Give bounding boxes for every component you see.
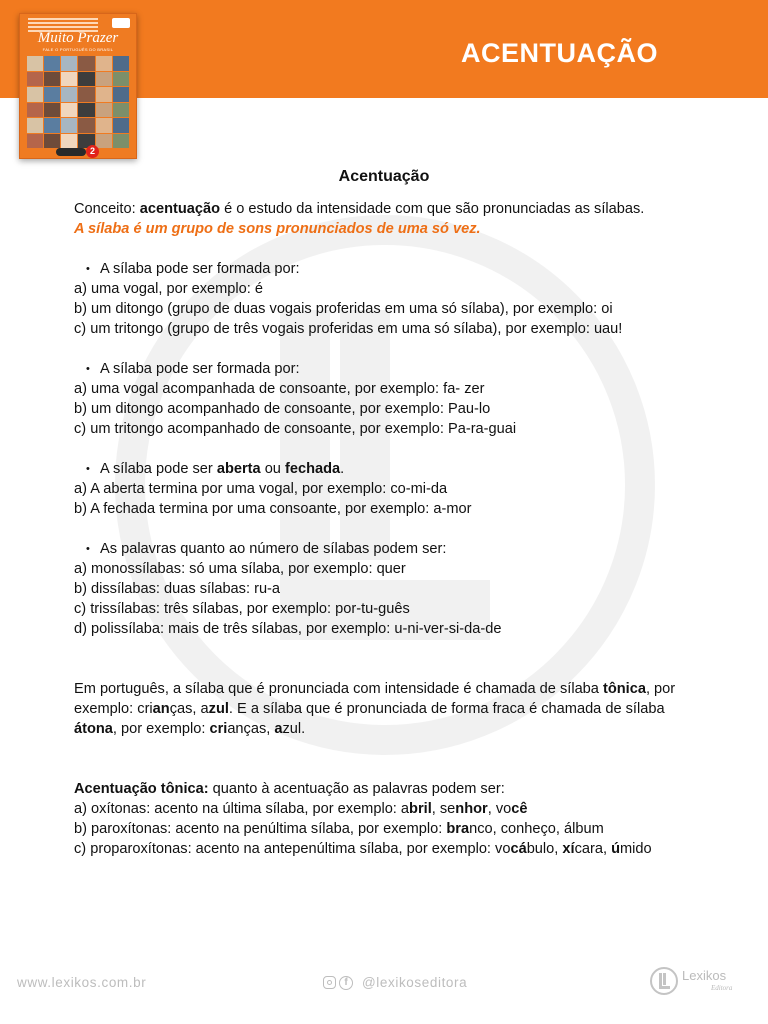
cover-photo-tile	[27, 103, 43, 118]
cover-photo-tile	[78, 56, 94, 71]
cover-photo-tile	[96, 87, 112, 102]
footer	[0, 968, 768, 1002]
concept-term: acentuação	[139, 201, 221, 217]
text: , por exemplo: cri	[74, 681, 676, 717]
cover-photo-tile	[44, 134, 60, 149]
cover-photo-tile	[27, 118, 43, 133]
list-item-proparoxitonas	[74, 839, 694, 859]
cover-photo-tile	[96, 118, 112, 133]
bold-syllable: cá	[510, 841, 527, 857]
cover-photo-tile	[44, 87, 60, 102]
text: , se	[431, 801, 456, 817]
facebook-icon[interactable]: f	[339, 976, 353, 990]
bold-syllable: an	[152, 701, 170, 717]
cover-photo-tile	[113, 118, 129, 133]
tonic-accent-heading	[74, 779, 694, 799]
list-item: b) A fechada termina por uma consoante, por exemplo: a-mor	[74, 501, 472, 517]
cover-photo-tile	[44, 103, 60, 118]
text: nco, conheço, álbum	[469, 821, 604, 837]
cover-photo-tile	[78, 87, 94, 102]
concept-prefix: Conceito:	[74, 201, 140, 217]
cover-photo-tile	[61, 56, 77, 71]
list-item: a) monossílabas: só uma sílaba, por exemplo: quer	[74, 561, 406, 577]
text: . E a sílaba que é pronunciada de forma fraca é chamada de sílaba	[228, 701, 665, 717]
bold-syllable: nhor	[455, 801, 488, 817]
document-body	[74, 167, 694, 859]
text: bulo,	[526, 841, 563, 857]
bold-syllable: cê	[511, 801, 528, 817]
text: a) oxítonas: acento na última sílaba, por exemplo: a	[74, 801, 410, 817]
bullet-open-closed	[74, 459, 694, 479]
footer-logo-name: Lexikos	[682, 968, 727, 983]
list-item: c) trissílabas: três sílabas, por exemplo: por-tu-guês	[74, 601, 410, 617]
cover-photo-tile	[78, 72, 94, 87]
cover-photo-tile	[96, 134, 112, 149]
book-cover-image	[19, 13, 137, 159]
text: Em português, a sílaba que é pronunciada com intensidade é chamada de sílaba	[74, 681, 603, 697]
bullet-syllable-formation-1: • A sílaba pode ser formada por:	[74, 259, 694, 279]
list-item-paroxitonas	[74, 819, 694, 839]
syllable-definition: A sílaba é um grupo de sons pronunciados de uma só vez.	[74, 221, 481, 237]
cover-photo-tile	[27, 72, 43, 87]
text: ças, a	[169, 701, 209, 717]
cover-photo-tile	[113, 103, 129, 118]
instagram-icon[interactable]	[323, 976, 336, 989]
text: c) proparoxítonas: acento na antepenúltima sílaba, por exemplo: vo	[74, 841, 511, 857]
cover-photo-tile	[44, 72, 60, 87]
text: cara,	[574, 841, 612, 857]
bold-tonica: tônica	[602, 681, 646, 697]
list-item: a) uma vogal, por exemplo: é	[74, 281, 264, 297]
cover-photo-tile	[61, 103, 77, 118]
cover-publisher-logo	[56, 148, 86, 156]
cover-photo-tile	[44, 118, 60, 133]
footer-logo	[649, 966, 739, 1002]
bold-label: Acentuação tônica:	[74, 781, 209, 797]
cover-photo-tile	[113, 134, 129, 149]
page-title: ACENTUAÇÃO	[461, 38, 658, 68]
cover-photo-tile	[96, 56, 112, 71]
bullet-text: ou	[260, 461, 285, 477]
cover-photo-tile	[96, 103, 112, 118]
cover-photo-tile	[61, 87, 77, 102]
cover-photo-tile	[61, 134, 77, 149]
footer-logo-sub: Editora	[711, 984, 733, 992]
cover-photo-tile	[61, 72, 77, 87]
list-item-oxitonas	[74, 799, 694, 819]
text: b) paroxítonas: acento na penúltima sílaba, por exemplo:	[74, 821, 447, 837]
text: , por exemplo:	[112, 721, 210, 737]
list-item: b) dissílabas: duas sílabas: ru-a	[74, 581, 281, 597]
cover-photo-tile	[78, 118, 94, 133]
cover-photo-tile	[27, 134, 43, 149]
list-item: c) um tritongo (grupo de três vogais proferidas em uma só sílaba), por exemplo: uau!	[74, 321, 623, 337]
social-icons	[323, 976, 353, 990]
bullet-text: .	[340, 461, 345, 477]
bullet-syllable-count: • As palavras quanto ao número de sílabas podem ser:	[74, 539, 694, 559]
cover-subtitle: FALE O PORTUGUÊS DO BRASIL	[42, 47, 114, 52]
list-item: a) uma vogal acompanhada de consoante, por exemplo: fa- zer	[74, 381, 485, 397]
bold-syllable: a	[274, 721, 283, 737]
bold-syllable: zul	[208, 701, 229, 717]
bullet-text: A sílaba pode ser	[100, 461, 217, 477]
bold-fechada: fechada	[284, 461, 341, 477]
bullet-syllable-formation-2: • A sílaba pode ser formada por:	[74, 359, 694, 379]
cover-photo-grid	[27, 56, 129, 148]
footer-website-link[interactable]: www.lexikos.com.br	[17, 975, 147, 990]
text: , vo	[487, 801, 512, 817]
cover-photo-tile	[113, 56, 129, 71]
document-title: Acentuação	[338, 168, 430, 185]
concept-line	[74, 199, 694, 219]
cover-photo-tile	[96, 72, 112, 87]
cover-title: Muito Prazer	[37, 30, 119, 46]
cover-photo-tile	[61, 118, 77, 133]
tonic-atonic-paragraph	[74, 679, 694, 739]
bold-atona: átona	[74, 721, 113, 737]
bold-syllable: xí	[562, 841, 575, 857]
cover-photo-tile	[113, 87, 129, 102]
cover-photo-tile	[44, 56, 60, 71]
list-item: c) um tritongo acompanhado de consoante, por exemplo: Pa-ra-guai	[74, 421, 517, 437]
bold-syllable: ú	[611, 841, 620, 857]
bold-syllable: bril	[409, 801, 432, 817]
cover-photo-tile	[27, 56, 43, 71]
text: quanto à acentuação as palavras podem ser:	[208, 781, 505, 797]
cover-photo-tile	[27, 87, 43, 102]
list-item: d) polissílaba: mais de três sílabas, por exemplo: u-ni-ver-si-da-de	[74, 621, 502, 637]
bold-syllable: cri	[209, 721, 228, 737]
text: zul.	[282, 721, 306, 737]
cover-volume-number: 2	[86, 145, 99, 158]
concept-text: é o estudo da intensidade com que são pronunciadas as sílabas.	[220, 201, 645, 217]
cover-photo-tile	[113, 72, 129, 87]
list-item: a) A aberta termina por uma vogal, por exemplo: co-mi-da	[74, 481, 448, 497]
list-item: b) um ditongo (grupo de duas vogais proferidas em uma só sílaba), por exemplo: oi	[74, 301, 613, 317]
cover-badge	[112, 18, 130, 28]
lexikos-logo-icon	[649, 966, 679, 996]
bold-syllable: bra	[446, 821, 470, 837]
cover-photo-tile	[78, 103, 94, 118]
bold-aberta: aberta	[216, 461, 261, 477]
text: anças,	[227, 721, 275, 737]
text: mido	[619, 841, 652, 857]
social-handle[interactable]: @lexikoseditora	[362, 975, 468, 990]
list-item: b) um ditongo acompanhado de consoante, por exemplo: Pau-lo	[74, 401, 491, 417]
